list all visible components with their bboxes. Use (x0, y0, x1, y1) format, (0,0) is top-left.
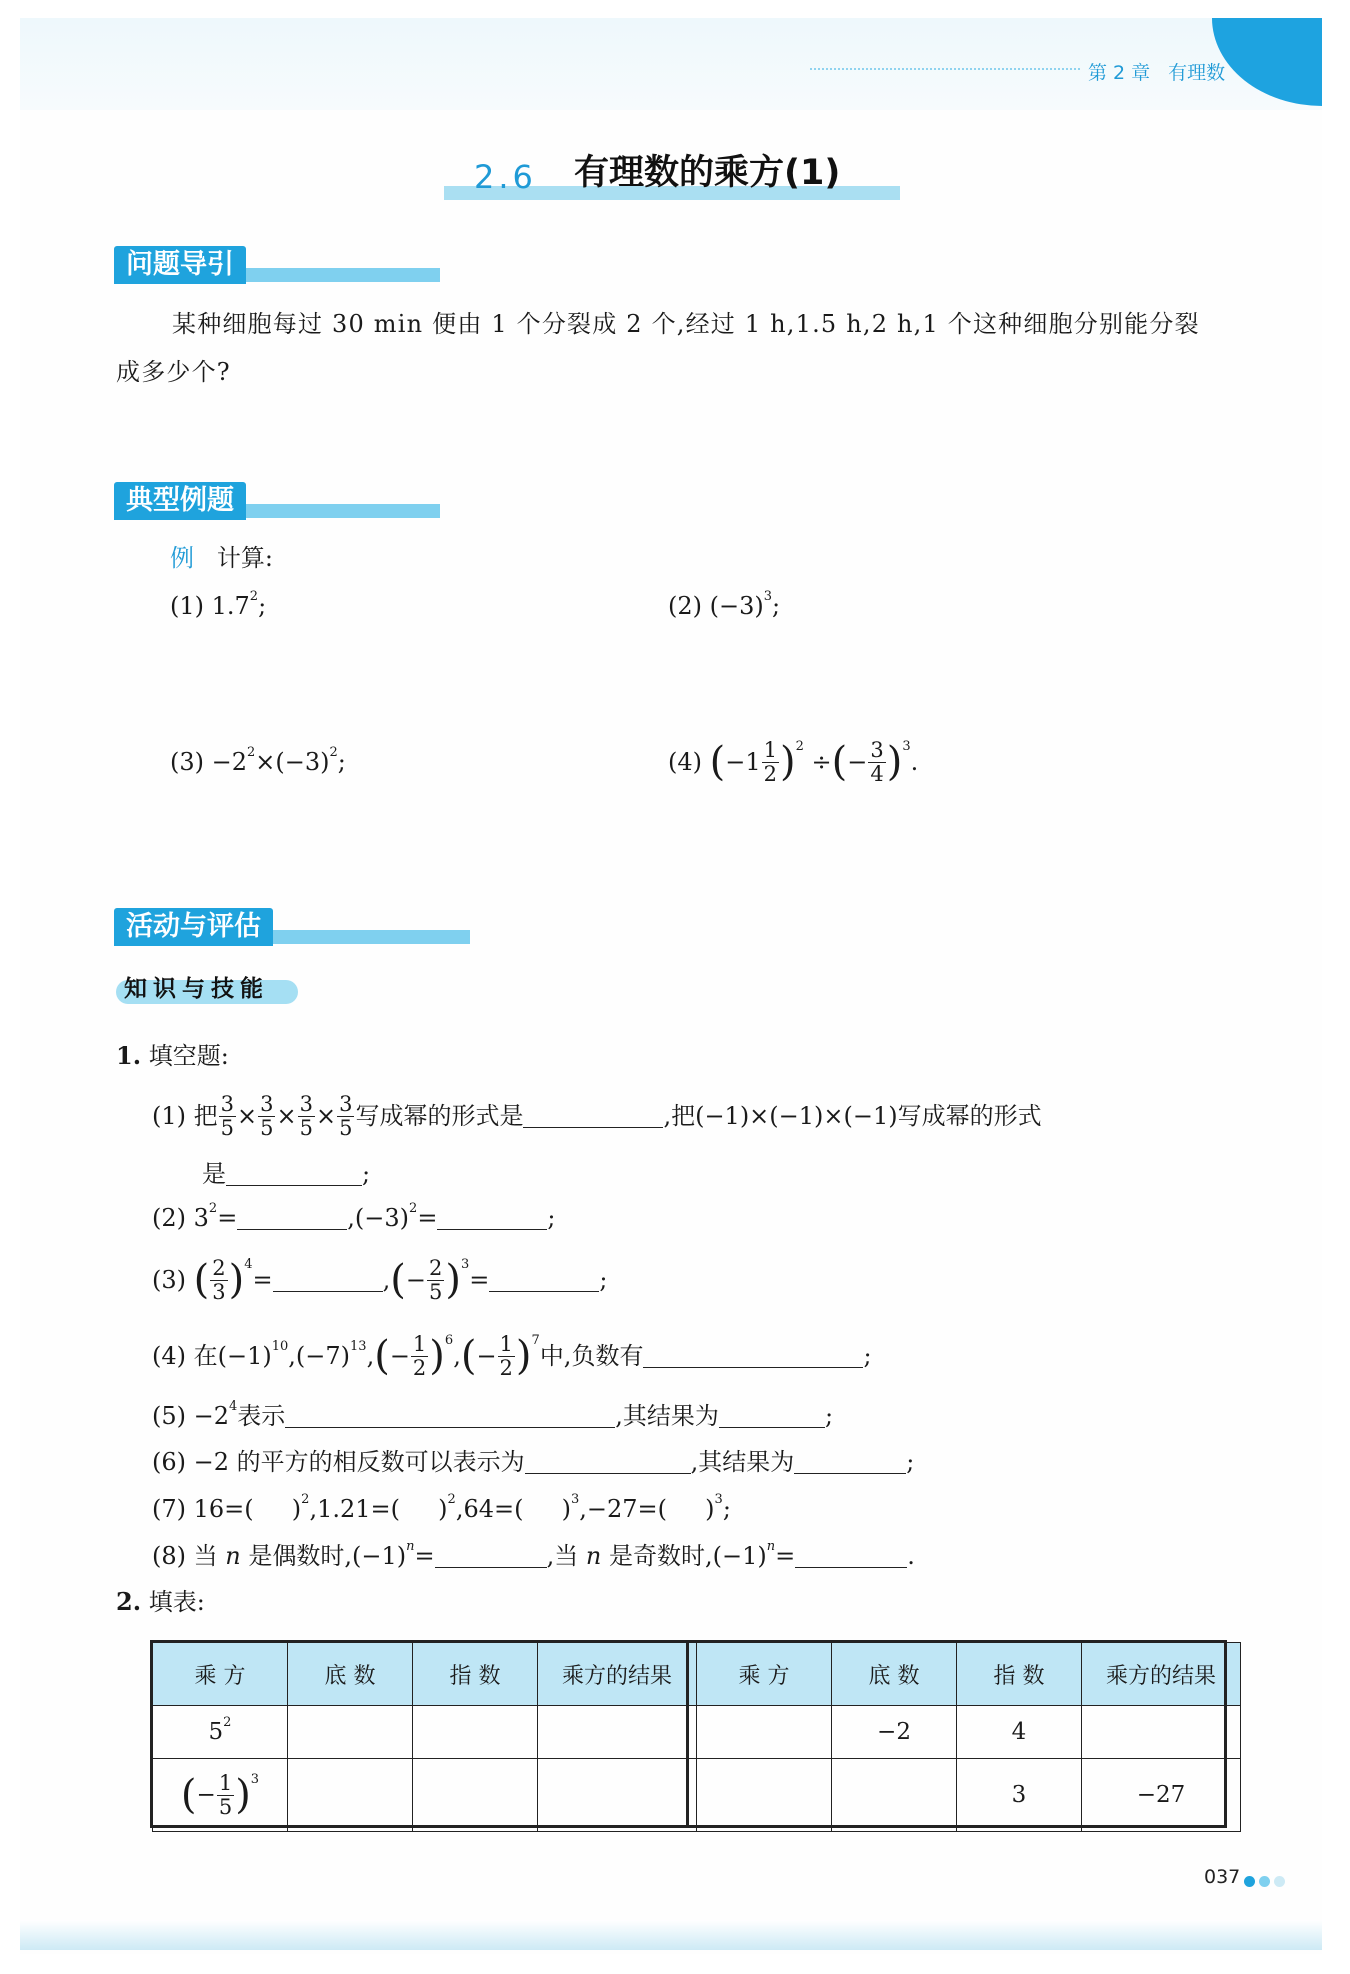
i8-eq-2: = (775, 1542, 796, 1570)
p2-text: (2) (−3) (668, 592, 764, 620)
i4-frac-2: $\frac{1}{2}$ (499, 1332, 513, 1380)
p4-end: . (910, 748, 919, 776)
example-tag: 例 (170, 544, 194, 572)
example-prompt: 计算: (216, 544, 273, 572)
table-cell[interactable] (413, 1706, 538, 1759)
p3-end: ; (337, 748, 346, 776)
i1-text-b: 写成幂的形式是 (355, 1102, 524, 1130)
table-divider (686, 1640, 689, 1828)
q1-title: 填空题: (148, 1042, 229, 1070)
table-cell[interactable] (288, 1706, 413, 1759)
i1-blank-2[interactable] (226, 1163, 362, 1186)
i3-blank-1[interactable] (273, 1269, 383, 1292)
i4-comma: , (366, 1342, 375, 1370)
table-row (153, 1706, 1241, 1759)
example-part-3 (170, 745, 346, 776)
q1-item-8 (152, 1539, 915, 1570)
i4-exp-1: 10 (271, 1338, 289, 1354)
guide-line-2: 成多少个? (116, 358, 231, 386)
i3-eq-2: = (469, 1266, 490, 1294)
skills-label-text: 知识与技能 (124, 976, 269, 1002)
p3-exp-1: 2 (247, 745, 256, 760)
i5-text-b: 表示 (237, 1402, 286, 1430)
i5-text-a: (5) −2 (152, 1402, 230, 1430)
i2-end: ; (547, 1204, 556, 1232)
times-sign: × (276, 1102, 297, 1130)
i3-exp-2: 3 (460, 1256, 470, 1272)
section-number: 2.6 (474, 158, 537, 196)
i4-text-a: (4) 在(−1) (152, 1342, 272, 1370)
i3-blank-2[interactable] (489, 1269, 599, 1292)
example-part-4: (4) ( −1 $\frac{1}{2}$ ) $^2$ ÷ ( − $\frac{3}{4}$ ) $^3$ . (668, 738, 919, 786)
i4-exp-3: 6 (444, 1332, 454, 1348)
q1-item-5 (152, 1399, 834, 1430)
i2-exp-2: 2 (409, 1201, 418, 1216)
power-table (152, 1642, 1241, 1832)
i6-blank-1[interactable] (525, 1451, 691, 1474)
i7-close-3: ) (561, 1495, 571, 1523)
i6-end: ; (906, 1448, 915, 1476)
q1-item-1-cont (202, 1162, 370, 1186)
page-dots-decoration (1244, 1872, 1289, 1891)
i3-comma: , (382, 1266, 391, 1294)
skills-label (116, 970, 298, 1004)
p4-sign: − (847, 748, 868, 776)
r2-exp: 3 (250, 1771, 260, 1787)
table-cell: −2 (832, 1706, 957, 1759)
q1-item-1 (152, 1086, 1042, 1146)
i8-text-e: 是奇数时,(−1) (608, 1542, 767, 1570)
i7-exp-1: 2 (301, 1492, 310, 1507)
table-cell[interactable] (697, 1706, 832, 1759)
header-cell: 乘方的结果 (1082, 1643, 1241, 1706)
i1-blank-1[interactable] (523, 1105, 663, 1128)
r2-sign: − (196, 1782, 216, 1808)
i8-exp: n (406, 1539, 415, 1554)
i7-end: ; (722, 1495, 731, 1523)
p3-text-b: ×(−3) (255, 748, 330, 776)
header-dotted-decoration (810, 68, 1080, 72)
i6-blank-2[interactable] (794, 1451, 906, 1474)
i1-text-d: 是 (202, 1160, 226, 1188)
i5-text-c: ,其结果为 (615, 1402, 719, 1430)
p4-div: ÷ (811, 748, 832, 776)
table-cell[interactable] (538, 1706, 697, 1759)
table-cell: 4 (957, 1706, 1082, 1759)
i8-var-n: n (225, 1542, 241, 1570)
table-cell (153, 1706, 288, 1759)
i1-frac-1: $\frac{3}{5}$ (220, 1092, 234, 1140)
i5-end: ; (824, 1402, 834, 1430)
examples-label (114, 482, 330, 522)
table-cell[interactable] (1082, 1706, 1241, 1759)
header-cell: 乘 方 (697, 1643, 832, 1706)
i2-exp: 2 (208, 1201, 218, 1216)
table-cell: −27 (1082, 1759, 1241, 1832)
q1-heading (116, 1041, 229, 1070)
i3-frac-1: $\frac{2}{3}$ (212, 1256, 226, 1304)
i4-exp-4: 7 (531, 1332, 540, 1348)
i4-exp-2: 13 (350, 1338, 367, 1354)
i8-text-a: (8) 当 (152, 1542, 218, 1570)
i7-close-4: ) (705, 1495, 715, 1523)
i4-end: ; (863, 1342, 872, 1370)
i1-text-a: (1) 把 (152, 1102, 218, 1130)
q2-number: 2. (116, 1587, 142, 1616)
i3-eq: = (252, 1266, 273, 1294)
label-tail (234, 268, 440, 282)
p4-exp-2: 3 (902, 738, 911, 754)
i4-comma-2: , (453, 1342, 461, 1370)
i5-blank-2[interactable] (719, 1405, 825, 1428)
i4-blank[interactable] (643, 1345, 863, 1368)
activity-label (114, 908, 358, 948)
i4-text-b: ,(−7) (288, 1342, 351, 1370)
q1-item-4: (4) 在(−1) $^{10}$ ,(−7) $^{13}$ , ( − $\frac{1}{2}$ ) $^6$ , ( − $\frac{1}{2}$ ) $^7$ 中,负数有 ; (152, 1332, 872, 1380)
i7-text-f: ,64=( (455, 1495, 524, 1523)
examples-label-text: 典型例题 (114, 482, 246, 520)
i3-label: (3) (152, 1266, 186, 1294)
p1-exp: 2 (249, 589, 259, 604)
i5-exp: 4 (229, 1399, 238, 1414)
i7-exp-2: 2 (447, 1492, 456, 1507)
i7-text-c: ,1.21=( (309, 1495, 400, 1523)
i2-text-c: ,(−3) (347, 1204, 410, 1232)
i2-eq: = (217, 1204, 238, 1232)
chapter-header (1088, 58, 1225, 85)
example-part-1 (170, 589, 267, 620)
i7-close-2: ) (438, 1495, 448, 1523)
i8-var-n-2: n (585, 1542, 602, 1570)
p4-fraction-1: $\frac{1}{2}$ (763, 738, 778, 786)
p3-text-a: (3) −2 (170, 748, 248, 776)
table-cell[interactable] (413, 1759, 538, 1832)
i2-text-a: (2) 3 (152, 1204, 209, 1232)
r2-fraction: $\frac{1}{5}$ (218, 1771, 233, 1819)
i1-frac-2: $\frac{3}{5}$ (260, 1092, 274, 1140)
q1-item-7 (152, 1492, 731, 1523)
i4-sign-2: − (476, 1342, 497, 1370)
i2-blank-1[interactable] (237, 1207, 347, 1230)
r1-power-base: 5 (208, 1719, 224, 1745)
example-heading (170, 546, 273, 570)
p2-end: ; (772, 592, 781, 620)
i6-text-b: ,其结果为 (690, 1448, 795, 1476)
i4-sign-1: − (389, 1342, 410, 1370)
label-tail (234, 504, 440, 518)
i4-frac-1: $\frac{1}{2}$ (412, 1332, 427, 1380)
table-cell[interactable] (288, 1759, 413, 1832)
i4-text-d: 中,负数有 (539, 1342, 644, 1370)
footer-band (20, 1920, 1322, 1950)
i2-blank-2[interactable] (437, 1207, 547, 1230)
guide-line-1: 某种细胞每过 30 min 便由 1 个分裂成 2 个,经过 1 h,1.5 h,2 h,1 个这种细胞分别能分裂 (172, 310, 1200, 338)
q1-item-2 (152, 1201, 556, 1232)
header-cell: 乘方的结果 (538, 1643, 697, 1706)
i1-frac-4: $\frac{3}{5}$ (339, 1092, 353, 1140)
activity-label-text: 活动与评估 (114, 908, 273, 946)
p4-label: (4) (668, 748, 702, 776)
i7-close-1: ) (291, 1495, 302, 1523)
guide-label (114, 246, 330, 286)
i8-text-b: 是偶数时,(−1) (248, 1542, 407, 1570)
i3-sign: − (405, 1266, 426, 1294)
example-part-2 (668, 589, 781, 620)
i8-blank-1[interactable] (435, 1545, 547, 1568)
i3-exp-1: 4 (244, 1256, 253, 1272)
i1-text-c: ,把(−1)×(−1)×(−1)写成幂的形式 (663, 1102, 1042, 1130)
p3-exp-2: 2 (329, 745, 338, 760)
q1-item-6 (152, 1450, 914, 1474)
i7-exp-4: 3 (714, 1492, 723, 1507)
section-name: 有理数的乘方(1) (574, 153, 841, 193)
i3-frac-2: $\frac{2}{5}$ (428, 1256, 443, 1304)
table-header-row (153, 1643, 1241, 1706)
i7-text-a: (7) 16=( (152, 1495, 254, 1523)
i7-exp-3: 3 (570, 1492, 580, 1507)
p1-text: (1) 1.7 (170, 592, 250, 620)
p2-exp: 3 (763, 589, 773, 604)
i7-text-h: ,−27=( (579, 1495, 668, 1523)
i8-text-d: ,当 (546, 1542, 579, 1570)
table-cell[interactable] (538, 1759, 697, 1832)
i5-blank-1[interactable] (285, 1405, 615, 1428)
times-sign: × (237, 1102, 258, 1130)
q1-number: 1. (116, 1041, 142, 1070)
table-row (153, 1759, 1241, 1832)
i6-text-a: (6) −2 的平方的相反数可以表示为 (152, 1448, 525, 1476)
table-cell[interactable] (832, 1759, 957, 1832)
q2-title: 填表: (148, 1588, 205, 1616)
i8-blank-2[interactable] (795, 1545, 907, 1568)
p4-fraction-2: $\frac{3}{4}$ (870, 738, 884, 786)
chapter-number: 第 2 章 (1088, 62, 1151, 84)
label-tail (264, 930, 470, 944)
r1-power-exp: 2 (223, 1715, 232, 1730)
p4-whole: −1 (725, 748, 761, 776)
chapter-title: 有理数 (1168, 62, 1226, 84)
i8-end: . (907, 1542, 915, 1570)
q2-heading (116, 1587, 205, 1616)
i3-end: ; (599, 1266, 608, 1294)
header-cell: 底 数 (832, 1643, 957, 1706)
times-sign: × (315, 1102, 337, 1130)
i8-exp-2: n (766, 1539, 776, 1554)
table-cell: 3 (957, 1759, 1082, 1832)
i1-end: ; (362, 1160, 371, 1188)
i2-eq-2: = (417, 1204, 438, 1232)
header-cell: 乘 方 (153, 1643, 288, 1706)
header-cell: 指 数 (413, 1643, 538, 1706)
p4-exp-1: 2 (795, 738, 804, 754)
header-cell: 指 数 (957, 1643, 1082, 1706)
guide-label-text: 问题导引 (114, 246, 246, 284)
q1-item-3: (3) ( $\frac{2}{3}$ ) $^4$ = , ( − $\frac{2}{5}$ ) $^3$ = ; (152, 1256, 608, 1304)
i8-eq: = (414, 1542, 435, 1570)
p1-end: ; (258, 592, 267, 620)
page-number: 037 (1204, 1866, 1241, 1888)
table-cell: ( − $\frac{1}{5}$ ) $^3$ (153, 1759, 288, 1832)
table-cell[interactable] (697, 1759, 832, 1832)
i1-frac-3: $\frac{3}{5}$ (299, 1092, 313, 1140)
header-cell: 底 数 (288, 1643, 413, 1706)
